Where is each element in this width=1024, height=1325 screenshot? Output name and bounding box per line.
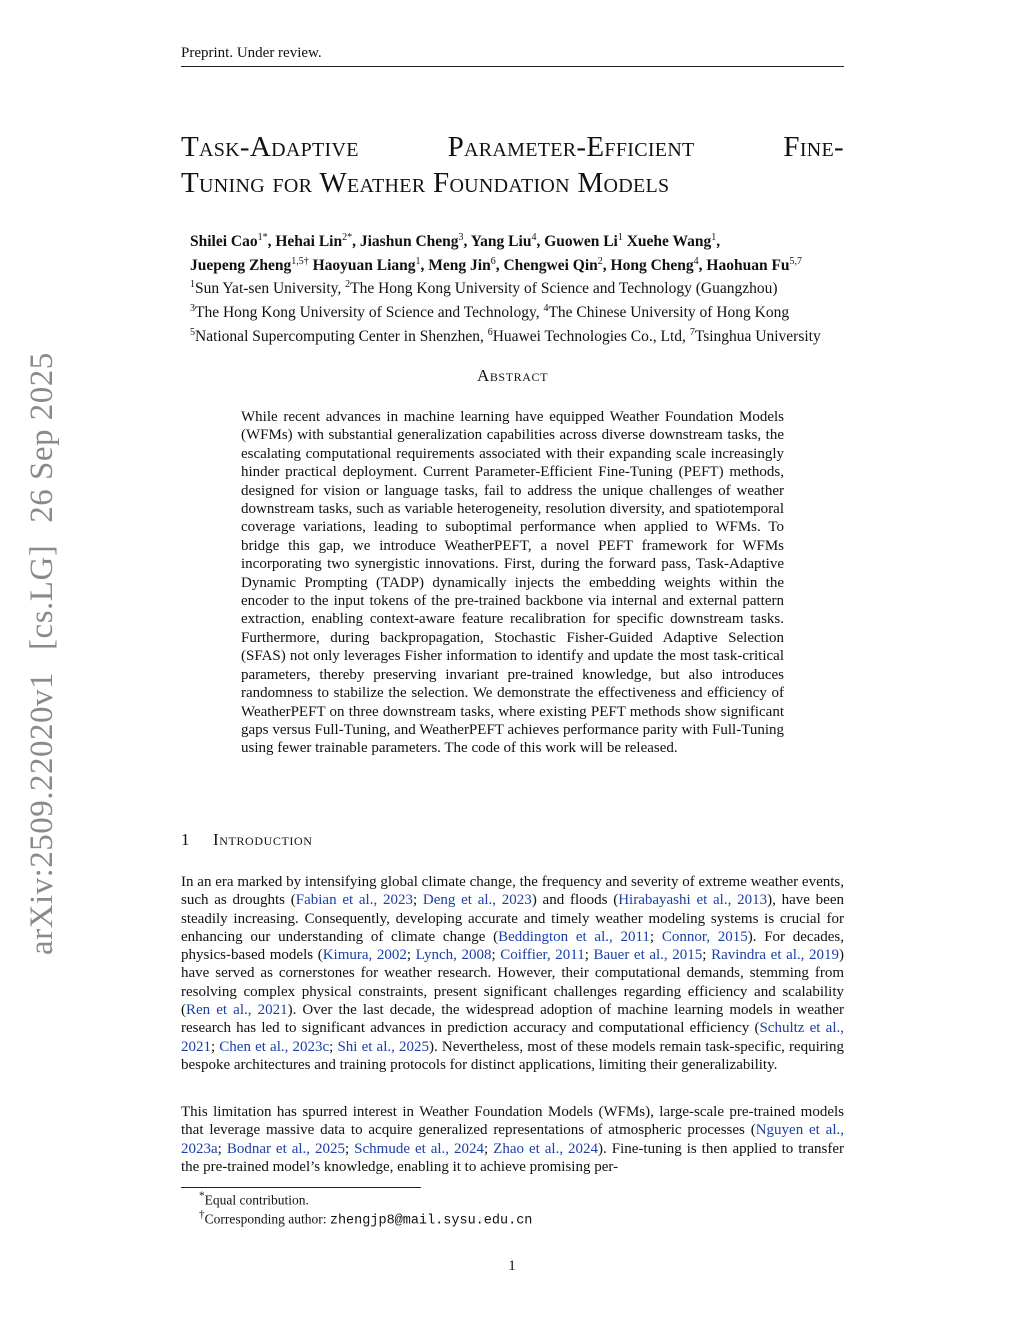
citation-link[interactable]: Schmude et al., 2024 (354, 1140, 485, 1157)
citation-link[interactable]: Shi et al., 2025 (337, 1038, 429, 1055)
title-line-2: Tuning for Weather Foundation Models (181, 167, 670, 199)
author-name: Xuehe Wang (626, 233, 712, 251)
intro-paragraph-1: In an era marked by intensifying global climate change, the frequency and severity of extreme weather events, such as droughts (Fabian et al., 2023; Deng et al., 2023) and floods (Hirabayashi et al., 2013), have been steadily increasing. Consequently, developing accurate and timely weather modeling systems is crucial for enhancing our understanding of climate change (Beddington et al., 2011; Connor, 2015). For decades, physics-based models (Kimura, 2002; Lynch, 2008; Coiffier, 2011; Bauer et al., 2015; Ravindra et al., 2019) have served as cornerstones for weather research. However, their computational demands, stemming from resolving complex physical constraints, present significant challenges regarding efficiency and scalability (Ren et al., 2021). Over the last decade, the widespread adoption of machine learning models in weather research has led to significant advances in prediction accuracy and computational efficiency (Schultz et al., 2021; Chen et al., 2023c; Shi et al., 2025). Nevertheless, most of these models remain task-specific, requiring bespoke architectures and training protocols for distinct applications, limiting their generalizability. (181, 874, 845, 1073)
author-sup: 1 (617, 232, 623, 243)
citation-link[interactable]: Bauer et al., 2015 (593, 947, 703, 964)
citation-link[interactable]: Bodnar et al., 2025 (226, 1140, 346, 1157)
affiliation-line: $^5$National Supercomputing Center in Shenzhen, $^6$Huawei Technologies Co., Ltd, $^7$Tsinghua University (190, 326, 821, 345)
author-name: Guowen Li (544, 233, 618, 251)
citation-link[interactable]: Kimura, 2002 (322, 947, 407, 964)
author-sup: 1,5† (291, 255, 309, 267)
footnote-rule (181, 1187, 421, 1188)
citation-link[interactable]: Zhao et al., 2024 (493, 1140, 599, 1157)
title-line-1 (181, 131, 844, 164)
author-name: Chengwei Qin (503, 256, 598, 274)
author-name: Shilei Cao (190, 233, 258, 251)
citation-link[interactable]: Schultz et al., 2021 (181, 1020, 844, 1055)
arxiv-date: 26 Sep 2025 (23, 352, 60, 523)
author-sup: 6 (490, 255, 496, 267)
author-name: Juepeng Zheng (190, 256, 292, 274)
citation-link[interactable]: Ren et al., 2021 (186, 1002, 288, 1019)
citation-link[interactable]: Hirabayashi et al., 2013 (618, 892, 768, 909)
author-name: Haohuan Fu (706, 256, 790, 274)
author-list: Shilei Cao$^{1*}$, Hehai Lin$^{2*}$, Jiashun Cheng$^3$, Yang Liu$^4$, Guowen Li$^1$ Xuehe Wang$^1$, Juepeng Zheng$^{1,5\dagger}$ Haoyuan Liang$^1$, Meng Jin$^6$, Chengwei Qin$^2$, Hong Cheng$^4$, Haohuan Fu$^{5,7}$ (190, 232, 803, 274)
abstract-heading: Abstract (476, 366, 549, 385)
author-sup: 1* (257, 232, 268, 243)
citation-link[interactable]: Ravindra et al., 2019 (711, 947, 840, 964)
section-number: 1 (181, 830, 191, 849)
citation-link[interactable]: Beddington et al., 2011 (498, 928, 650, 945)
title-word: Task-Adaptive (181, 131, 359, 163)
author-name: Meng Jin (428, 256, 491, 274)
affiliation-line: $^1$Sun Yat-sen University, $^2$The Hong Kong University of Science and Technology (Guangzhou) (190, 279, 778, 298)
citation-link[interactable]: Lynch, 2008 (415, 947, 492, 964)
arxiv-id: arXiv:2509.22020v1 (23, 671, 60, 955)
author-sup: 4 (531, 232, 537, 243)
author-name: Jiashun Cheng (359, 233, 459, 251)
arxiv-category: [cs.LG] (23, 544, 60, 650)
citation-link[interactable]: Nguyen et al., 2023a (181, 1122, 844, 1157)
citation-link[interactable]: Connor, 2015 (661, 928, 748, 945)
author-block (190, 228, 890, 346)
author-name: Hong Cheng (610, 256, 694, 274)
citation-link[interactable]: Coiffier, 2011 (500, 947, 585, 964)
author-sup: 5,7 (789, 255, 803, 267)
author-sup: 1 (711, 232, 717, 243)
author-name: Yang Liu (470, 233, 532, 251)
author-sup: 1 (415, 255, 421, 267)
citation-link[interactable]: Chen et al., 2023c (219, 1038, 330, 1055)
author-name: Haoyuan Liang (312, 256, 416, 274)
title-word: Parameter-Efficient (447, 131, 695, 163)
footnote-corresponding-author: †Corresponding author: zhengjp8@mail.sysu.edu.cn (199, 1209, 533, 1229)
author-sup: 3 (458, 232, 464, 243)
author-sup: 4 (693, 255, 699, 267)
section-title: Introduction (213, 830, 313, 849)
author-sup: 2 (597, 255, 603, 267)
section-heading (181, 830, 313, 850)
citation-link[interactable]: Fabian et al., 2023 (295, 892, 413, 909)
affiliation-line: $^3$The Hong Kong University of Science and Technology, $^4$The Chinese University of Hong Kong (190, 302, 790, 322)
author-email-link[interactable]: zhengjp8@mail.sysu.edu.cn (329, 1213, 533, 1229)
arxiv-sidebar-stamp (20, 352, 64, 955)
footnote-equal-contribution: *Equal contribution. (199, 1190, 309, 1208)
author-name: Hehai Lin (275, 233, 343, 251)
abstract-text: While recent advances in machine learning have equipped Weather Foundation Models (WFMs) with substantial generalization capabilities across diverse downstream tasks, the escalating computational requirements associated with their expanding scale increasingly hinder practical deployment. Current Parameter-Efficient Fine-Tuning (PEFT) methods, designed for vision or language tasks, fail to address the unique challenges of weather downstream tasks, such as variable heterogeneity, resolution diversity, and spatiotemporal coverage variations, leading to suboptimal performance when applied to WFMs. To bridge this gap, we introduce WeatherPEFT, a novel PEFT framework for WFMs incorporating two synergistic innovations. First, during the forward pass, Task-Adaptive Dynamic Prompting (TADP) dynamically injects the embedding weights within the encoder to the input tokens of the pre-trained backbone via internal and external pattern extraction, enabling context-aware feature recalibration for specific downstream tasks. Furthermore, during backpropagation, Stochastic Fisher-Guided Adaptive Selection (SFAS) not only leverages Fisher information to identify and update the most task-critical parameters, thereby preserving invariant pre-trained knowledge, but also introduces randomness to stabilize the selection. We demonstrate the effectiveness and efficiency of WeatherPEFT on three downstream tasks, where existing PEFT methods show significant gaps versus Full-Tuning, and WeatherPEFT achieves performance parity with Full-Tuning using fewer trainable parameters. The code of this work will be released. (241, 409, 784, 757)
citation-link[interactable]: Deng et al., 2023 (422, 892, 532, 909)
intro-paragraph-2: This limitation has spurred interest in Weather Foundation Models (WFMs), large-scale pre-trained models that leverage massive data to acquire generalized representations of atmospheric processes (Nguyen et al., 2023a; Bodnar et al., 2025; Schmude et al., 2024; Zhao et al., 2024). Fine-tuning is then applied to transfer the pre-trained model’s knowledge, enabling it to achieve promising per- (181, 1104, 845, 1175)
header-rule (181, 66, 844, 67)
title-word: Fine- (783, 131, 844, 163)
author-sup: 2* (342, 232, 353, 243)
page-number: 1 (508, 1258, 516, 1274)
running-header: Preprint. Under review. (181, 45, 322, 61)
